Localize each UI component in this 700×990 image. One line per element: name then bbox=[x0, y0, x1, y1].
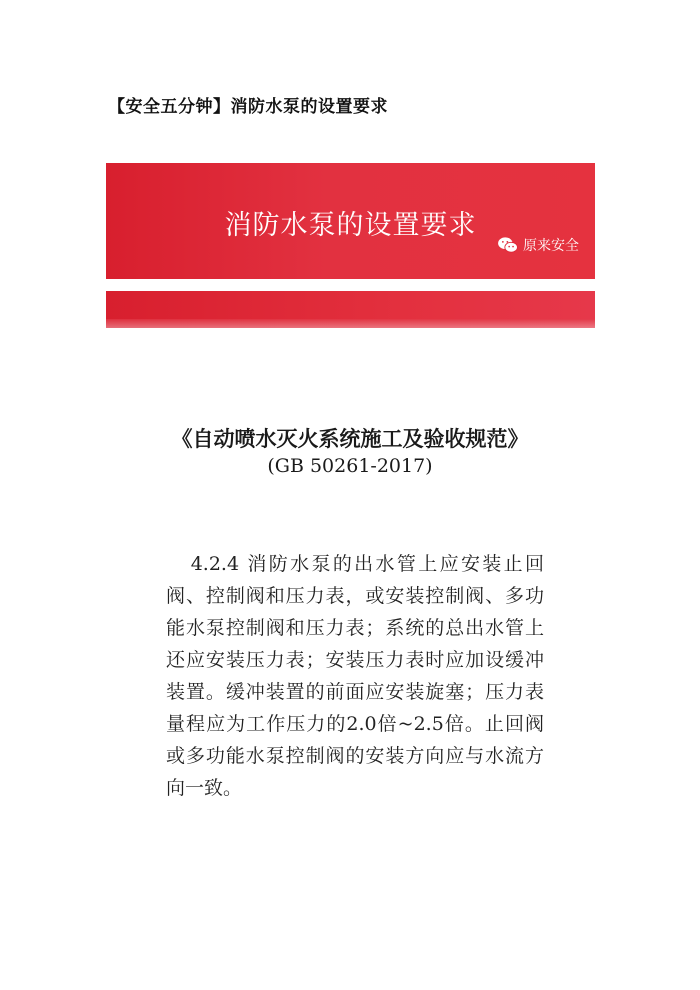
wechat-icon bbox=[497, 236, 519, 254]
standard-code: (GB 50261-2017) bbox=[267, 455, 433, 477]
banner-image-bottom bbox=[106, 291, 595, 328]
brand-watermark bbox=[497, 235, 579, 255]
standard-name: 《自动喷水灭火系统施工及验收规范》 bbox=[171, 426, 529, 451]
brand-name: 原来安全 bbox=[523, 238, 579, 254]
banner-title: 消防水泵的设置要求 bbox=[224, 210, 477, 241]
clause-text: 4.2.4 消防水泵的出水管上应安装止回阀、控制阀和压力表，或安装控制阀、多功能水泵控制阀和压力表；系统的总出水管上还应安装压力表；安装压力表时应加设缓冲装置。缓冲装置的前面应安装旋塞；压力表量程应为工作压力的2.0倍~2.5倍。止回阀或多功能水泵控制阀的安装方向应与水流方向一致。 bbox=[166, 553, 544, 799]
banner-image-top bbox=[106, 163, 595, 279]
document-title: 【安全五分钟】消防水泵的设置要求 bbox=[108, 97, 388, 117]
